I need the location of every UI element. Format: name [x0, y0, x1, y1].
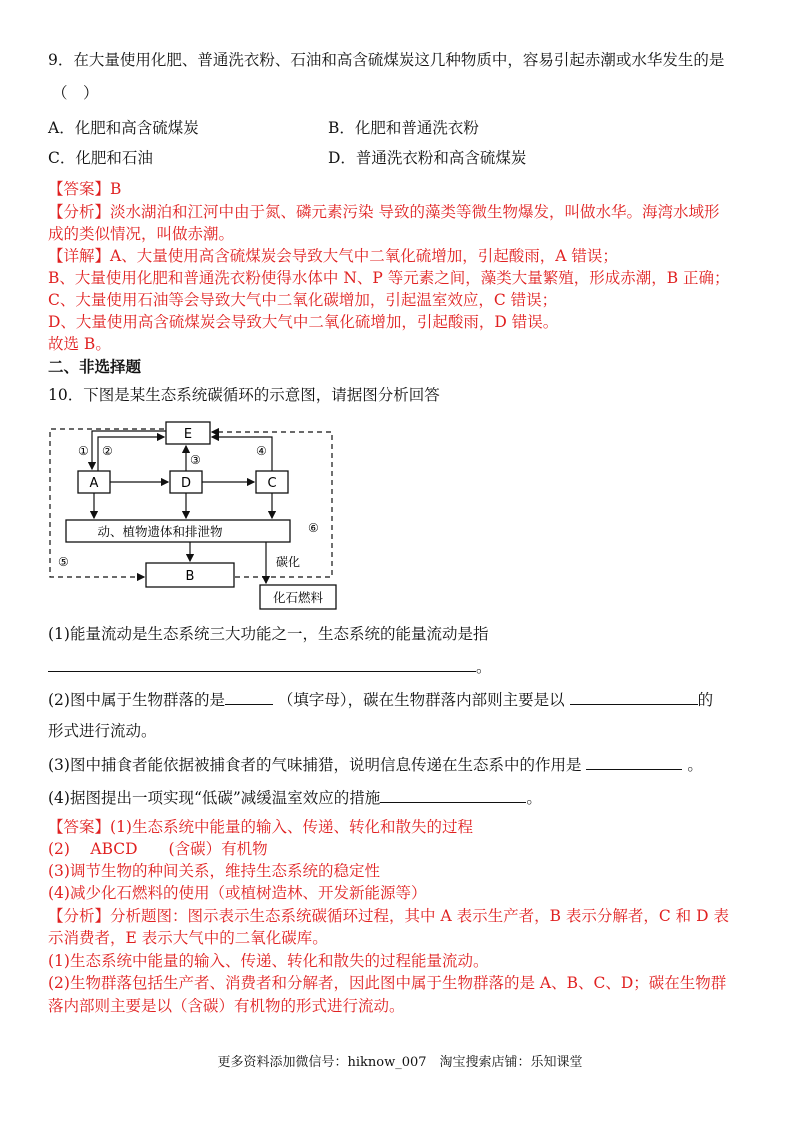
marker-6: ⑥ — [308, 521, 319, 535]
answer-tag: 【答案】 — [48, 180, 111, 198]
q9-option-b: B．化肥和普通洗衣粉 — [328, 119, 479, 137]
q9-detail-line-1 — [48, 245, 618, 267]
q9-analysis-line-2: 成的类似情况，叫做赤潮。 — [48, 225, 235, 243]
answer-tag: 【答案】 — [48, 818, 111, 836]
answer-blank[interactable] — [570, 688, 698, 705]
part3-text: (3)图中捕食者能依据被捕食者的气味捕猎，说明信息传递在生态系中的作用是 — [48, 756, 582, 774]
q10-part1: (1)能量流动是生态系统三大功能之一，生态系统的能量流动是指 — [48, 625, 489, 643]
analysis-text: 分析题图：图示表示生态系统碳循环过程，其中 A 表示生产者，B 表示分解者，C 和 D 表 — [110, 907, 729, 925]
carbon-cycle-diagram — [40, 415, 350, 615]
section-heading: 二、非选择题 — [48, 357, 142, 376]
q10-part3 — [48, 753, 703, 776]
q9-detail-line-4: D、大量使用高含硫煤炭会导致大气中二氧化硫增加，引起酸雨，D 错误。 — [48, 313, 559, 331]
marker-1: ① — [78, 444, 89, 458]
answer-value: B — [110, 180, 122, 198]
part2-text-b: （填字母），碳在生物群落内部则主要是以 — [277, 691, 565, 709]
label-d: D — [180, 476, 192, 491]
part4-text: (4)据图提出一项实现“低碳”减缓温室效应的措施 — [48, 789, 381, 807]
q9-analysis-line-1 — [48, 201, 719, 223]
q10-answer-line-3: (3)调节生物的种间关系，维持生态系统的稳定性 — [48, 862, 380, 880]
q9-detail-line-2: B、大量使用化肥和普通洗衣粉使得水体中 N、P 等元素之间，藻类大量繁殖，形成赤潮，B 正确； — [48, 269, 730, 287]
part2-text-a: (2)图中属于生物群落的是 — [48, 691, 225, 709]
q10-analysis-line-1 — [48, 905, 729, 927]
label-a: A — [89, 476, 99, 491]
period: 。 — [687, 756, 703, 774]
label-remains: 动、植物遗体和排泄物 — [97, 524, 223, 539]
answer-blank[interactable] — [225, 688, 273, 705]
q9-option-d: D．普通洗衣粉和高含硫煤炭 — [328, 149, 527, 167]
q10-part2 — [48, 688, 713, 711]
marker-5: ⑤ — [58, 555, 69, 569]
q10-answer-line-4: (4)减少化石燃料的使用（或植树造林、开发新能源等） — [48, 884, 427, 902]
label-b: B — [185, 569, 195, 584]
detail-tag: 【详解】 — [48, 247, 111, 265]
q9-option-a: A．化肥和高含硫煤炭 — [48, 119, 199, 137]
marker-2: ② — [102, 444, 113, 458]
q10-stem: 10．下图是某生态系统碳循环的示意图，请据图分析回答 — [48, 386, 440, 404]
label-fossil-fuel: 化石燃料 — [272, 590, 324, 605]
answer-text: (1)生态系统中能量的输入、传递、转化和散失的过程 — [110, 818, 473, 836]
label-c: C — [267, 476, 277, 491]
analysis-tag: 【分析】 — [48, 203, 111, 221]
q9-answer — [48, 178, 121, 200]
q10-part2-cont: 形式进行流动。 — [48, 722, 157, 740]
analysis-tag: 【分析】 — [48, 907, 111, 925]
analysis-text: 淡水湖泊和江河中由于氮、磷元素污染 导致的藻类等微生物爆发，叫做水华。海湾水域形 — [110, 203, 720, 221]
q9-option-c: C．化肥和石油 — [48, 149, 153, 167]
detail-text: A、大量使用高含硫煤炭会导致大气中二氧化硫增加，引起酸雨，A 错误； — [110, 247, 618, 265]
marker-3: ③ — [190, 453, 201, 467]
q10-part4 — [48, 786, 542, 809]
q10-analysis-line-2: 示消费者，E 表示大气中的二氧化碳库。 — [48, 929, 328, 947]
answer-blank[interactable] — [586, 753, 682, 770]
q9-detail-line-5: 故选 B。 — [48, 335, 111, 353]
label-e: E — [183, 427, 193, 442]
marker-4: ④ — [256, 444, 267, 458]
q10-answer-line-1 — [48, 816, 473, 838]
q10-part1-blank-line — [48, 655, 492, 678]
q10-answer-line-2: (2) ABCD (含碳）有机物 — [48, 840, 268, 858]
part2-text-c: 的 — [697, 691, 714, 709]
q10-analysis-line-5: 落内部则主要是以（含碳）有机物的形式进行流动。 — [48, 997, 405, 1015]
q9-detail-line-3: C、大量使用石油等会导致大气中二氧化碳增加，引起温室效应，C 错误； — [48, 291, 558, 309]
answer-blank[interactable] — [48, 655, 476, 672]
answer-blank[interactable] — [380, 786, 526, 803]
label-carbonize: 碳化 — [276, 555, 301, 569]
q10-analysis-line-4: (2)生物群落包括生产者、消费者和分解者，因此图中属于生物群落的是 A、B、C、D；碳在生物群 — [48, 974, 727, 992]
period: 。 — [526, 789, 542, 807]
page-footer: 更多资料添加微信号：hiknow_007 淘宝搜索店铺：乐知课堂 — [217, 1055, 583, 1070]
q9-paren: （ ） — [52, 84, 99, 102]
period: 。 — [476, 658, 492, 676]
q10-analysis-line-3: (1)生态系统中能量的输入、传递、转化和散失的过程能量流动。 — [48, 952, 489, 970]
q9-stem: 9．在大量使用化肥、普通洗衣粉、石油和高含硫煤炭这几种物质中，容易引起赤潮或水华发生的是 — [48, 51, 725, 69]
